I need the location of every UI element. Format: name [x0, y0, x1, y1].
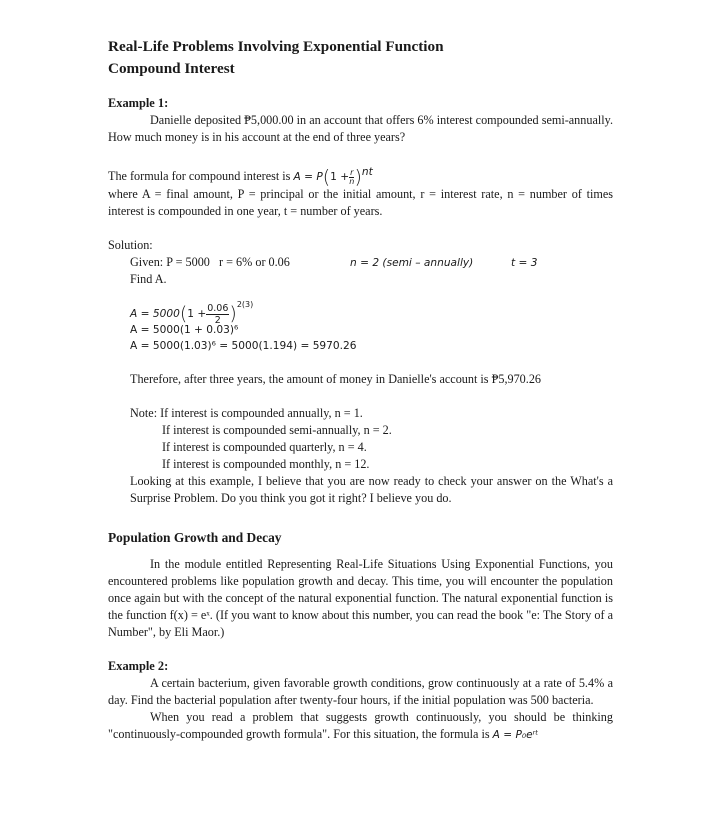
paren-open: ( — [322, 165, 331, 188]
example2-heading: Example 2: — [108, 659, 169, 674]
example1-problem: Danielle deposited ₱5,000.00 in an account that offers 6% interest compounded semi-annually. How much money is in his account at the end of three years? — [108, 113, 613, 144]
formula-inner: 1 + — [330, 171, 350, 184]
given-t: t = 3 — [511, 257, 538, 270]
page-title: Real-Life Problems Involving Exponential Function — [108, 38, 444, 55]
example1-heading: Example 1: — [108, 96, 169, 110]
step1-paren-close: ) — [229, 302, 237, 325]
formula-definitions: where A = final amount, P = principal or the initial amount, r = interest rate, n = number of times interest is compounded in one year, t = number of years. — [108, 187, 613, 219]
note-line: If interest is compounded monthly, n = 12. — [162, 457, 370, 472]
example2-hint — [108, 709, 613, 744]
step1-lhs: A = 5000 — [130, 308, 180, 321]
example2-formula: A = P₀eʳᵗ — [492, 729, 539, 742]
formula-r: r — [350, 167, 354, 177]
given-line — [108, 254, 613, 271]
step1 — [108, 296, 613, 326]
note-line: If interest is compounded quarterly, n = 4. — [162, 440, 367, 455]
formula-expr: A = P — [293, 171, 323, 184]
conclusion: Therefore, after three years, the amount of money in Danielle's account is ₱5,970.26 — [130, 372, 542, 387]
step1-num: 0.06 — [207, 302, 229, 314]
step3: A = 5000(1.03)⁶ = 5000(1.194) = 5970.26 — [130, 340, 357, 353]
step1-paren-open: ( — [179, 302, 188, 325]
note-line: If interest is compounded semi-annually, n = 2. — [162, 423, 392, 438]
formula-n: n — [349, 176, 355, 186]
section-title: Compound Interest — [108, 60, 235, 77]
population-heading: Population Growth and Decay — [108, 530, 282, 546]
formula-exponent: nt — [361, 166, 373, 178]
example2-hint-text: When you read a problem that suggests growth continuously, you should be thinking "continuously-compounded growth formula". For this situation, the formula is — [108, 710, 613, 742]
formula-intro: The formula for compound interest is — [108, 169, 291, 184]
given-n: n = 2 (semi – annually) — [350, 257, 474, 270]
given-values: Given: P = 5000 r = 6% or 0.06 — [130, 255, 290, 270]
note-first: Note: If interest is compounded annually, n = 1. — [130, 406, 363, 421]
example2-problem: A certain bacterium, given favorable growth conditions, grow continuously at a rate of 5.4% a day. Find the bacterial population after twenty-four hours, if the initial population was 500 bacteria. — [108, 676, 613, 708]
step1-exponent: 2(3) — [236, 300, 254, 310]
formula-line — [108, 164, 613, 186]
find-line: Find A. — [130, 272, 167, 287]
solution-label: Solution: — [108, 238, 153, 253]
paren-close: ) — [354, 165, 362, 188]
step1-inner: 1 + — [187, 308, 207, 321]
step2: A = 5000(1 + 0.03)⁶ — [130, 324, 239, 337]
population-paragraph: In the module entitled Representing Real-Life Situations Using Exponential Functions, you encountered problems like population growth and decay. This time, you will encounter the population once again but with the concept of the natural exponential function. The natural exponential function is the function f(x) = eˣ. (If you want to know about this number, you can read the book "e: The Story of a Number", by Eli Maor.) — [108, 557, 613, 640]
closing-text: Looking at this example, I believe that you are now ready to check your answer on the What's a Surprise Problem. Do you think you got it right? I believe you do. — [130, 474, 613, 506]
step1-den: 2 — [214, 314, 221, 326]
document-page — [108, 36, 613, 744]
